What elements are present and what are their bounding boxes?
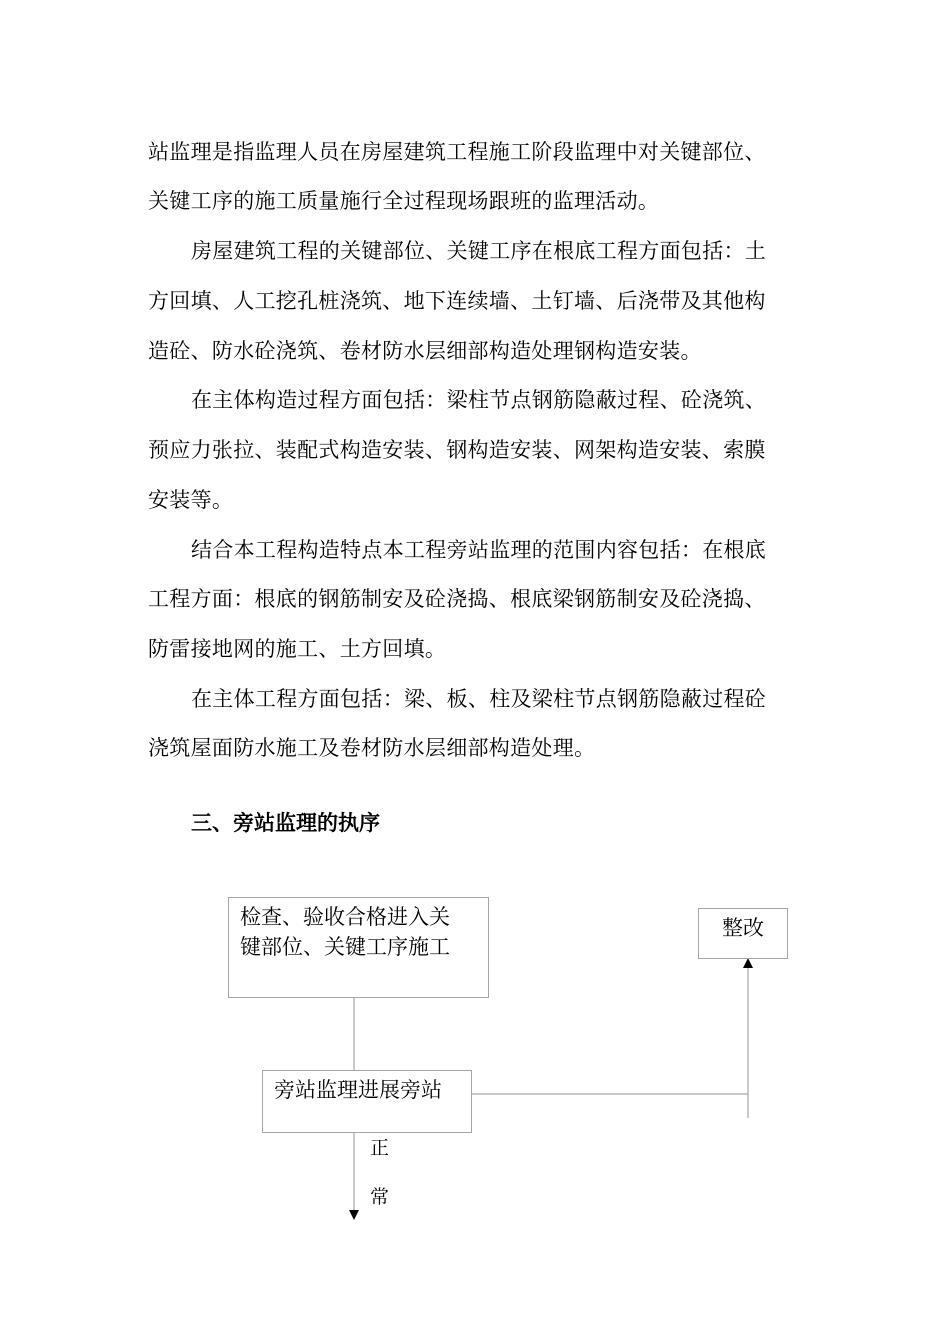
paragraph-4-line-1: 结合本工程构造特点本工程旁站监理的范围内容包括：在根底: [191, 538, 767, 562]
paragraph-3-line-3: 安装等。: [148, 488, 234, 512]
flow-label-normal-1: 正: [370, 1137, 390, 1159]
paragraph-3-line-2: 预应力张拉、装配式构造安装、钢构造安装、网架构造安装、索膜: [148, 438, 766, 462]
arrowhead-up-rectify: [743, 958, 753, 968]
section-heading: 三、旁站监理的执序: [191, 810, 380, 835]
paragraph-5-line-1: 在主体工程方面包括：梁、板、柱及梁柱节点钢筋隐蔽过程砼: [191, 687, 767, 711]
flow-box-rectify: [698, 908, 788, 959]
paragraph-4-line-3: 防雷接地网的施工、土方回填。: [148, 637, 447, 661]
arrowhead-down-normal: [349, 1210, 359, 1220]
flow-box-supervise-label: 旁站监理进展旁站: [274, 1078, 442, 1102]
paragraph-1-line-2: 关键工序的施工质量施行全过程现场跟班的监理活动。: [148, 189, 660, 213]
paragraph-5-line-2: 浇筑屋面防水施工及卷材防水层细部构造处理。: [148, 736, 596, 760]
flow-box-check-line-2: 键部位、关键工序施工: [240, 935, 450, 959]
paragraph-2-line-2: 方回填、人工挖孔桩浇筑、地下连续墙、土钉墙、后浇带及其他构: [148, 289, 766, 313]
paragraph-2-line-3: 造砼、防水砼浇筑、卷材防水层细部构造处理钢构造安装。: [148, 339, 702, 363]
flow-box-check-acceptance: [228, 897, 489, 998]
paragraph-3-line-1: 在主体构造过程方面包括：梁柱节点钢筋隐蔽过程、砼浇筑、: [191, 388, 767, 412]
paragraph-1-line-1: 站监理是指监理人员在房屋建筑工程施工阶段监理中对关键部位、: [148, 140, 766, 164]
flow-box-rectify-label: 整改: [722, 916, 764, 940]
flow-label-normal-2: 常: [370, 1186, 390, 1208]
paragraph-4-line-2: 工程方面：根底的钢筋制安及砼浇捣、根底梁钢筋制安及砼浇捣、: [148, 587, 766, 611]
flow-box-supervise: [262, 1070, 472, 1133]
paragraph-2-line-1: 房屋建筑工程的关键部位、关键工序在根底工程方面包括：土: [191, 239, 767, 263]
flow-box-check-line-1: 检查、验收合格进入关: [240, 905, 450, 929]
